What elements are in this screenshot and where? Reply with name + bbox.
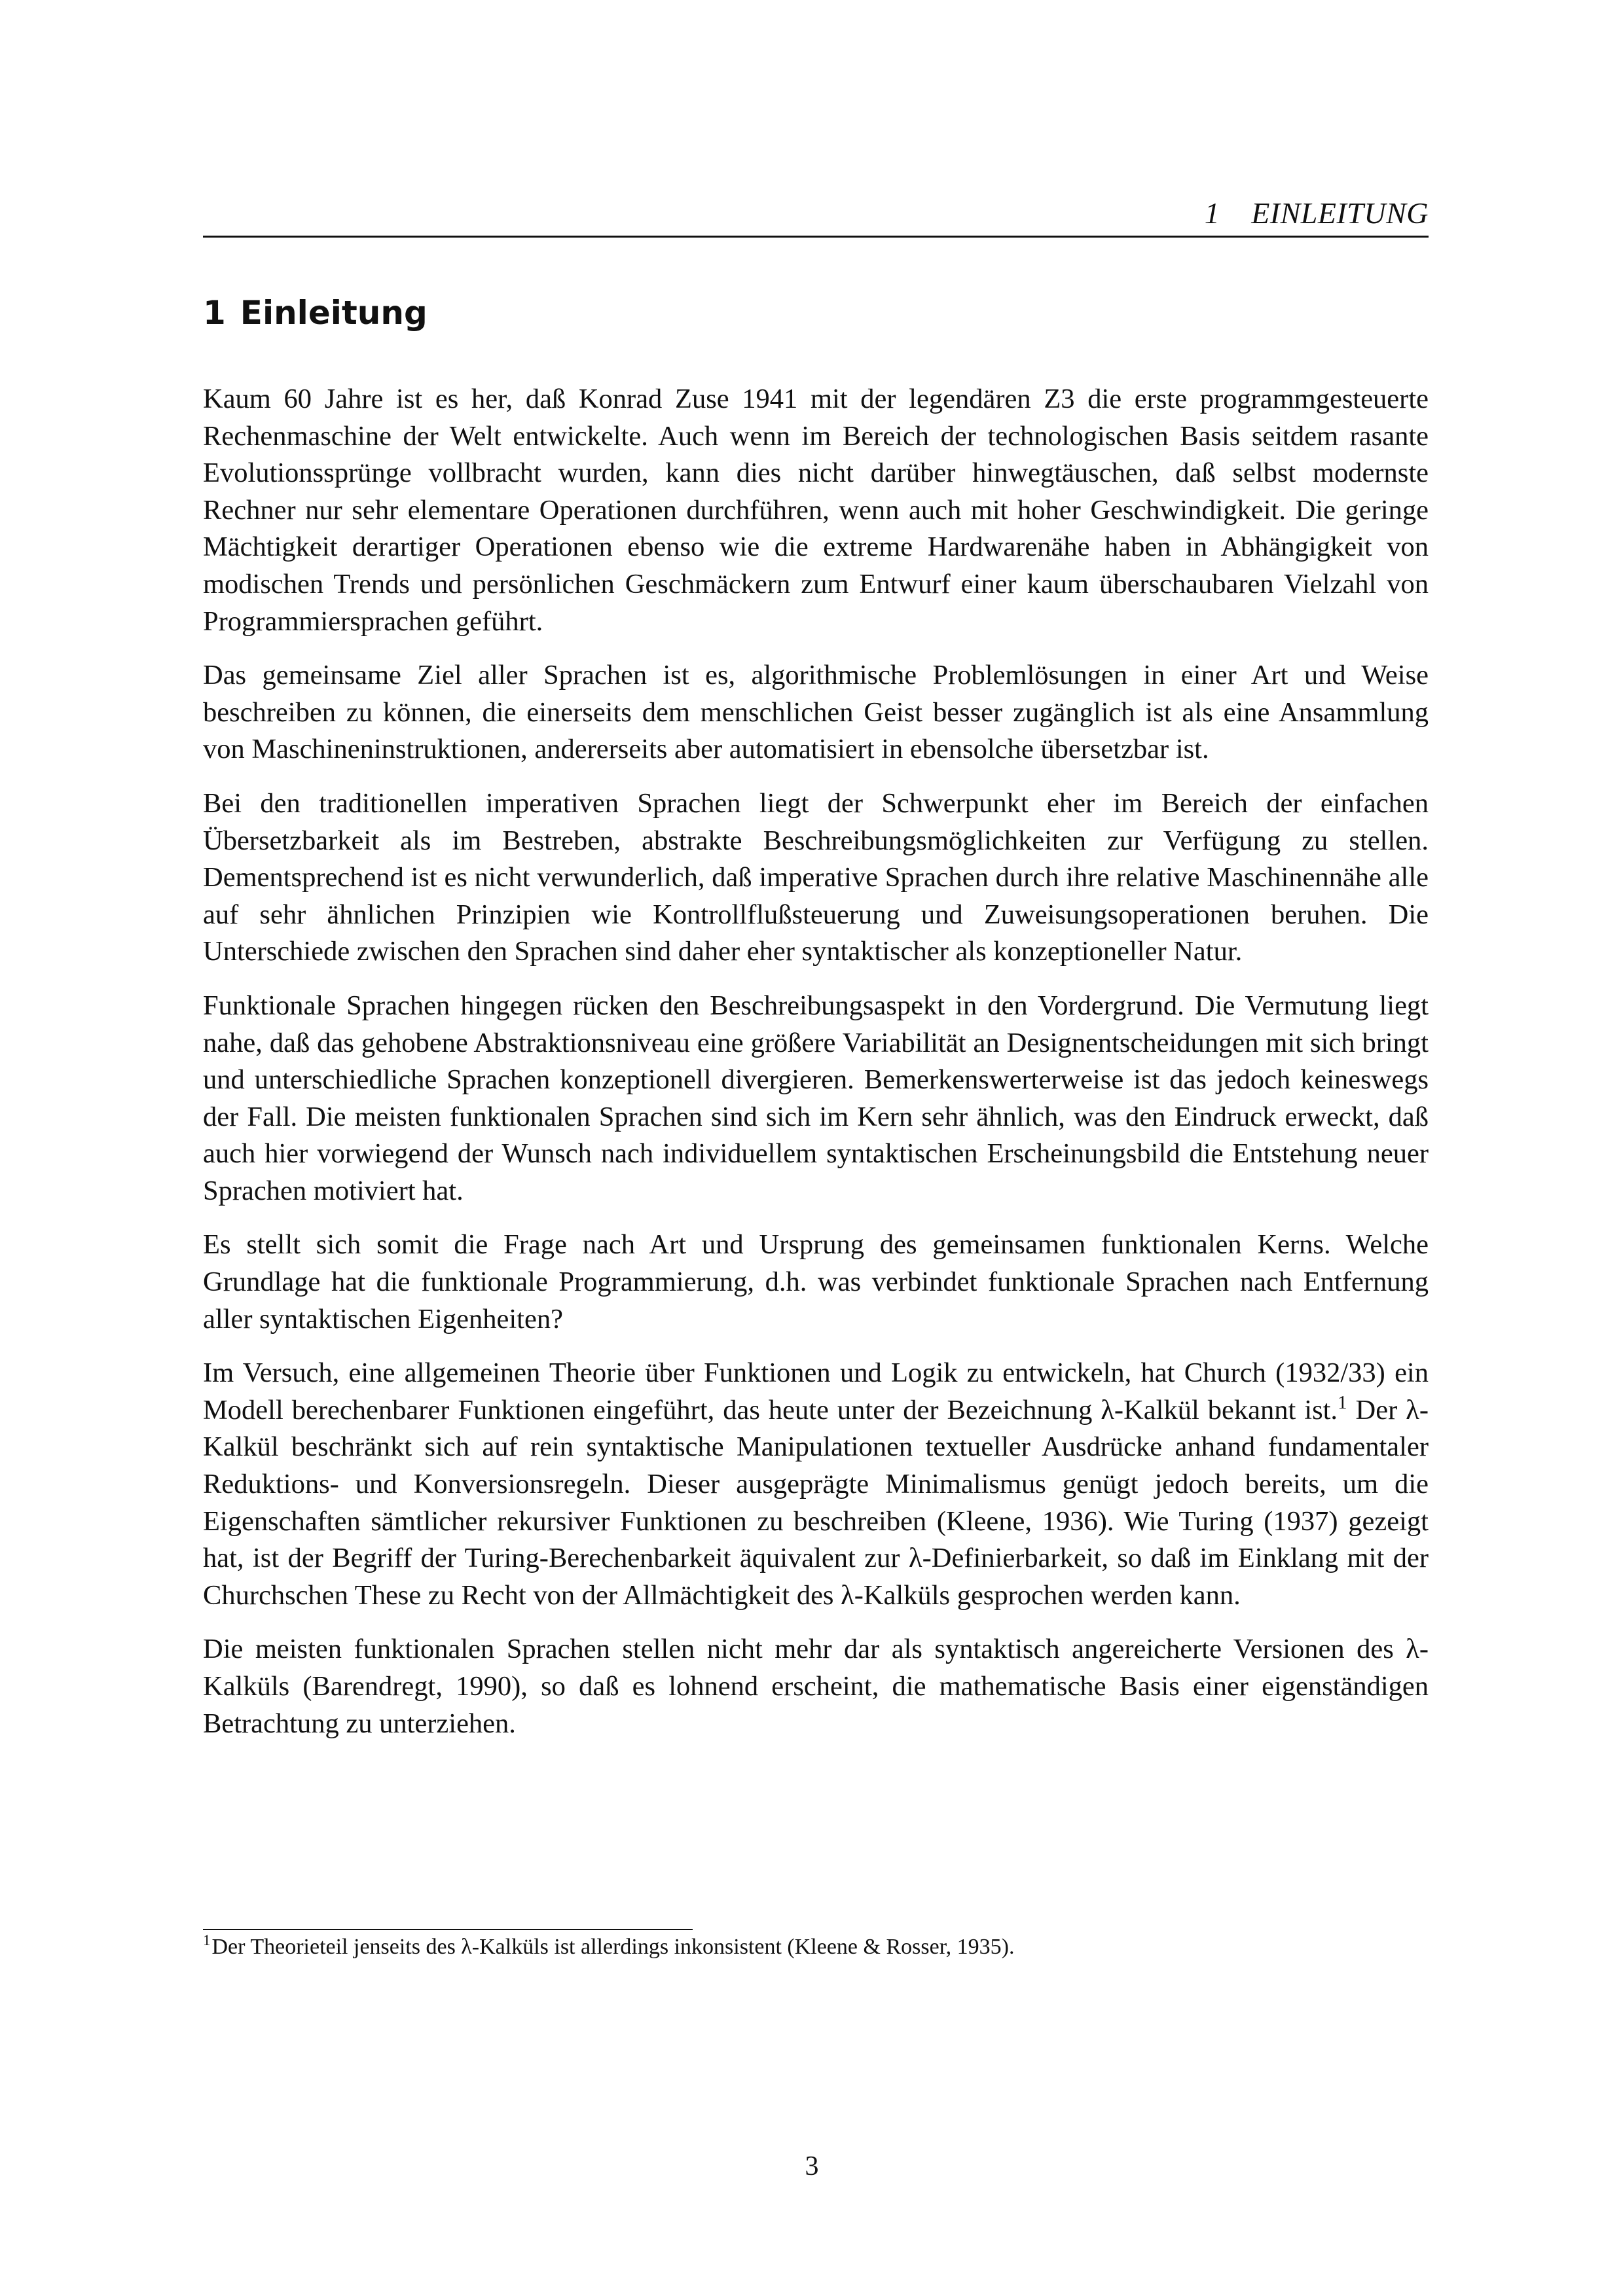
running-head (203, 194, 1429, 233)
paragraph-6-part-1: Im Versuch, eine allgemeinen Theorie über Funktionen und Logik zu entwickeln, hat Church (1932/33) ein Modell berechenbarer Funktionen eingeführt, das heute unter der Bezeichnung λ-Kalkül bekannt ist. (203, 1357, 1429, 1426)
header-rule (203, 236, 1429, 238)
paragraph-4: Funktionale Sprachen hingegen rücken den Beschreibungsaspekt in den Vordergrund. Die Vermutung liegt nahe, daß das gehobene Abstraktionsniveau eine größere Variabilität an Designentscheidungen mit sich bringt und unterschiedliche Sprachen konzeptionell divergieren. Bemerkenswerterweise ist das jedoch keineswegs der Fall. Die meisten funktionalen Sprachen sind sich im Kern sehr ähnlich, was den Eindruck erweckt, daß auch hier vorwiegend der Wunsch nach individuellem syntaktischen Erscheinungsbild die Entstehung neuer Sprachen motiviert hat. (203, 990, 1429, 1206)
paragraph-5: Es stellt sich somit die Frage nach Art und Ursprung des gemeinsamen funktionalen Kerns. Welche Grundlage hat die funktionale Programmierung, d.h. was verbindet funktionale Sprachen nach Entfernung aller syntaktischen Eigenheiten? (203, 1229, 1429, 1335)
section-number: 1 (203, 294, 226, 332)
paragraph-7: Die meisten funktionalen Sprachen stellen nicht mehr dar als syntaktisch angereicherte Versionen des λ-Kalküls (Barendregt, 1990), so daß es lohnend erscheint, die mathematische Basis einer eigenständigen Betrachtung zu unterziehen. (203, 1634, 1429, 1739)
running-head-title: EINLEITUNG (1251, 196, 1429, 230)
paragraph-6-part-2: Der λ-Kalkül beschränkt sich auf rein syntaktische Manipulationen textueller Ausdrücke anhand fundamentaler Reduktions- und Konversionsregeln. Dieser ausgeprägte Minimalismus genügt jedoch bereits, um die Eigenschaften sämtlicher rekursiver Funktionen zu beschreiben (Kleene, 1936). Wie Turing (1937) gezeigt hat, ist der Begriff der Turing-Berechenbarkeit äquivalent zur λ-Definierbarkeit, so daß im Einklang mit der Churchschen These zu Recht von der Allmächtigkeit des λ-Kalküls gesprochen werden kann. (203, 1394, 1429, 1611)
paragraph-6 (203, 1355, 1429, 1614)
footnote-mark: 1 (203, 1932, 211, 1948)
body-text (203, 381, 1429, 1759)
page-number: 3 (805, 2151, 819, 2181)
section-title: Einleitung (240, 294, 428, 332)
footnote-rule (203, 1929, 693, 1930)
paragraph-3: Bei den traditionellen imperativen Sprachen liegt der Schwerpunkt eher im Bereich der einfachen Übersetzbarkeit als im Bestreben, abstrakte Beschreibungsmöglichkeiten zur Verfügung zu stellen. Dementsprechend ist es nicht verwunderlich, daß imperative Sprachen durch ihre relative Maschinennähe alle auf sehr ähnlichen Prinzipien wie Kontrollflußsteuerung und Zuweisungsoperationen beruhen. Die Unterschiede zwischen den Sprachen sind daher eher syntaktischer als konzeptioneller Natur. (203, 787, 1429, 967)
footnote-reference[interactable]: 1 (1338, 1391, 1347, 1413)
running-head-number: 1 (1204, 196, 1220, 230)
section-heading (203, 292, 428, 334)
paragraph-2: Das gemeinsame Ziel aller Sprachen ist es, algorithmische Problemlösungen in einer Art und Weise beschreiben zu können, die einerseits dem menschlichen Geist besser zugänglich ist als eine Ansammlung von Maschineninstruktionen, andererseits aber automatisiert in ebensolche übersetzbar ist. (203, 660, 1429, 765)
paragraph-1: Kaum 60 Jahre ist es her, daß Konrad Zuse 1941 mit der legendären Z3 die erste programmgesteuerte Rechenmaschine der Welt entwickelte. Auch wenn im Bereich der technologischen Basis seitdem rasante Evolutionssprünge vollbracht wurden, kann dies nicht darüber hinwegtäuschen, daß selbst modernste Rechner nur sehr elementare Operationen durchführen, wenn auch mit hoher Geschwindigkeit. Die geringe Mächtigkeit derartiger Operationen ebenso wie die extreme Hardwarenähe haben in Abhängigkeit von modischen Trends und persönlichen Geschmäckern zum Entwurf einer kaum überschaubaren Vielzahl von Programmiersprachen geführt. (203, 384, 1429, 637)
footnote-text: Der Theorieteil jenseits des λ-Kalküls ist allerdings inkonsistent (Kleene & Rosser, 1935). (211, 1935, 1015, 1959)
footnote (203, 1932, 1429, 1962)
